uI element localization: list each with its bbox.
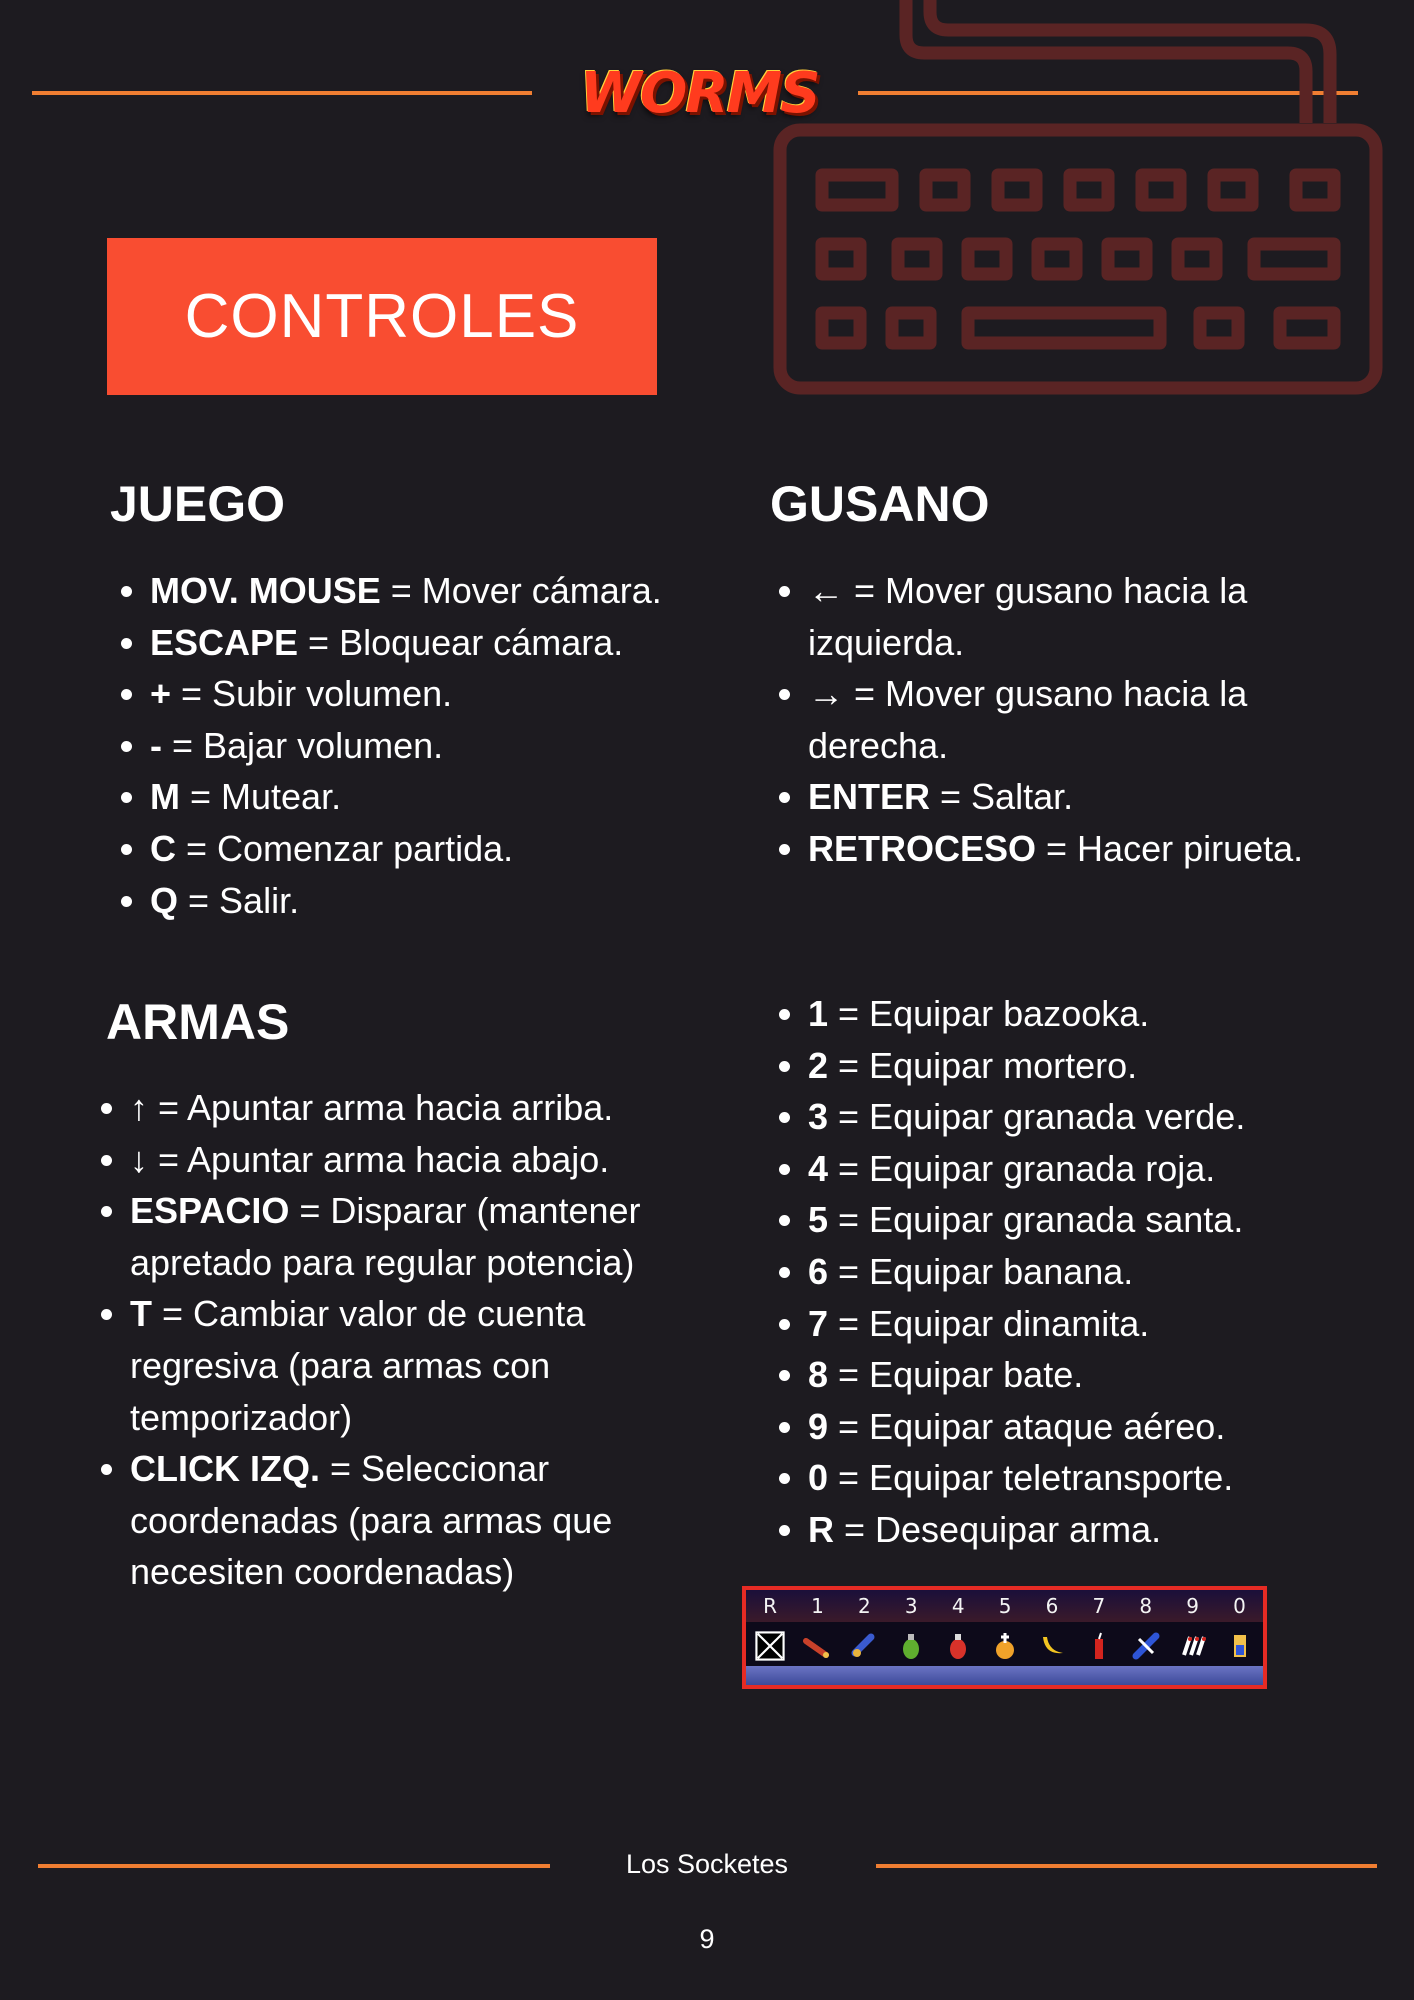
key-description: = Mover cámara. — [380, 570, 662, 611]
weapon-icons — [746, 1622, 1263, 1670]
worms-logo — [580, 61, 819, 126]
key-label: 4 — [808, 1147, 829, 1189]
key-description: = Equipar granada roja. — [828, 1147, 1216, 1189]
key-description: = Equipar granada verde. — [828, 1096, 1246, 1138]
key-description: = Cambiar valor de cuenta regresiva (para armas con temporizador) — [130, 1293, 586, 1438]
key-label: 1 — [808, 993, 829, 1034]
mortar-icon — [849, 1629, 879, 1663]
weapon-keys-list — [770, 988, 1368, 1556]
key-label: - — [150, 724, 162, 766]
juego-list — [112, 565, 750, 926]
armas-list — [92, 1082, 710, 1598]
list-item — [808, 1452, 1368, 1504]
list-item — [808, 1298, 1368, 1350]
footer-team-name: Los Socketes — [625, 1849, 789, 1879]
juego-heading: JUEGO — [110, 476, 286, 532]
key-label: ↓ — [130, 1138, 148, 1180]
list-item — [150, 720, 750, 772]
banana-icon — [1037, 1629, 1067, 1663]
key-label: R — [808, 1508, 834, 1550]
header-rule-left — [32, 91, 532, 95]
key-description: = Saltar. — [930, 776, 1074, 818]
key-description: = Hacer pirueta. — [1036, 827, 1304, 869]
key-description: = Mutear. — [180, 776, 342, 818]
key-description: = Bajar volumen. — [162, 724, 444, 766]
slot-label: R — [763, 1594, 777, 1618]
key-description: = Equipar dinamita. — [828, 1302, 1150, 1344]
list-item — [150, 823, 750, 875]
red-grenade-icon — [943, 1629, 973, 1663]
key-description: = Mover gusano hacia la izquierda. — [808, 570, 1248, 663]
key-label: ← — [808, 570, 844, 611]
key-description: = Desequipar arma. — [834, 1508, 1162, 1550]
key-description: = Disparar (mantener apretado para regular potencia) — [130, 1190, 641, 1283]
key-label: ENTER — [808, 776, 931, 818]
key-description: = Apuntar arma hacia abajo. — [148, 1138, 610, 1180]
slot-label: 2 — [858, 1594, 871, 1618]
key-label: MOV. MOUSE — [150, 570, 381, 611]
key-description: = Equipar teletransporte. — [828, 1457, 1234, 1499]
list-item — [150, 771, 750, 823]
key-description: = Equipar granada santa. — [828, 1199, 1244, 1241]
green-grenade-icon — [896, 1629, 926, 1663]
list-item — [130, 1134, 710, 1186]
list-item — [130, 1443, 710, 1598]
key-description: = Equipar bate. — [828, 1354, 1084, 1396]
list-item — [808, 668, 1328, 771]
slot-label: 0 — [1233, 1594, 1246, 1618]
list-item — [808, 1504, 1368, 1556]
list-item — [808, 771, 1328, 823]
list-item — [808, 988, 1368, 1040]
list-item — [808, 1091, 1368, 1143]
key-label: 7 — [808, 1302, 829, 1344]
list-item — [150, 565, 750, 617]
keyboard-icon — [765, 0, 1391, 400]
list-item — [130, 1288, 710, 1443]
key-description: = Subir volumen. — [171, 673, 453, 715]
key-description: = Comenzar partida. — [176, 827, 514, 869]
airstrike-icon — [1178, 1629, 1208, 1663]
list-item — [150, 875, 750, 927]
key-description: = Bloquear cámara. — [298, 621, 624, 663]
slot-label: 9 — [1186, 1594, 1199, 1618]
slot-label: 8 — [1139, 1594, 1153, 1618]
key-label: T — [130, 1293, 152, 1335]
key-label: 9 — [808, 1405, 829, 1447]
key-description: = Apuntar arma hacia arriba. — [148, 1087, 614, 1128]
list-item — [130, 1082, 710, 1134]
key-description: = Salir. — [178, 879, 300, 921]
none-icon — [755, 1629, 785, 1663]
list-item — [808, 1194, 1368, 1246]
key-description: = Mover gusano hacia la derecha. — [808, 673, 1248, 766]
key-label: CLICK IZQ. — [130, 1448, 320, 1490]
key-label: 3 — [808, 1096, 829, 1138]
slot-label: 1 — [811, 1594, 824, 1618]
key-label: + — [150, 673, 172, 715]
page-number: 9 — [699, 1924, 715, 1954]
list-item — [150, 617, 750, 669]
list-item — [808, 1143, 1368, 1195]
key-description: = Equipar bazooka. — [828, 993, 1150, 1034]
key-description: = Equipar mortero. — [828, 1044, 1138, 1086]
list-item — [808, 565, 1328, 668]
weapons-bar-image — [742, 1586, 1267, 1689]
key-label: 2 — [808, 1044, 829, 1086]
key-label: ESPACIO — [130, 1190, 290, 1232]
key-label: ↑ — [130, 1087, 148, 1128]
key-description: = Equipar ataque aéreo. — [828, 1405, 1226, 1447]
dynamite-icon — [1084, 1629, 1114, 1663]
key-label: 0 — [808, 1457, 829, 1499]
slot-label: 5 — [998, 1594, 1012, 1618]
gusano-list — [770, 565, 1328, 875]
slot-label: 7 — [1092, 1594, 1106, 1618]
key-label: → — [808, 673, 844, 715]
key-label: 8 — [808, 1354, 829, 1396]
list-item — [808, 1246, 1368, 1298]
key-label: ESCAPE — [150, 621, 299, 663]
key-label: 5 — [808, 1199, 829, 1241]
controls-banner — [107, 238, 657, 395]
holy-grenade-icon — [990, 1629, 1020, 1663]
slot-label: 6 — [1045, 1594, 1059, 1618]
weapon-slot-labels — [746, 1590, 1263, 1622]
list-item — [150, 668, 750, 720]
slot-label: 3 — [904, 1594, 918, 1618]
list-item — [808, 1401, 1368, 1453]
key-label: C — [150, 827, 176, 869]
slot-label: 4 — [951, 1594, 965, 1618]
bazooka-icon — [802, 1629, 832, 1663]
key-label: M — [150, 776, 180, 818]
list-item — [130, 1185, 710, 1288]
bat-icon — [1131, 1629, 1161, 1663]
teleport-icon — [1225, 1629, 1255, 1663]
key-label: Q — [150, 879, 179, 921]
key-label: RETROCESO — [808, 827, 1037, 869]
armas-heading: ARMAS — [106, 994, 290, 1050]
list-item — [808, 1349, 1368, 1401]
list-item — [808, 823, 1328, 875]
key-label: 6 — [808, 1250, 829, 1292]
gusano-heading: GUSANO — [770, 476, 990, 532]
list-item — [808, 1040, 1368, 1092]
key-description: = Equipar banana. — [828, 1250, 1134, 1292]
key-description: = Seleccionar coordenadas (para armas que necesiten coordenadas) — [130, 1448, 613, 1593]
logo-text: WORMS — [580, 61, 819, 126]
banner-title: CONTROLES — [184, 282, 580, 351]
